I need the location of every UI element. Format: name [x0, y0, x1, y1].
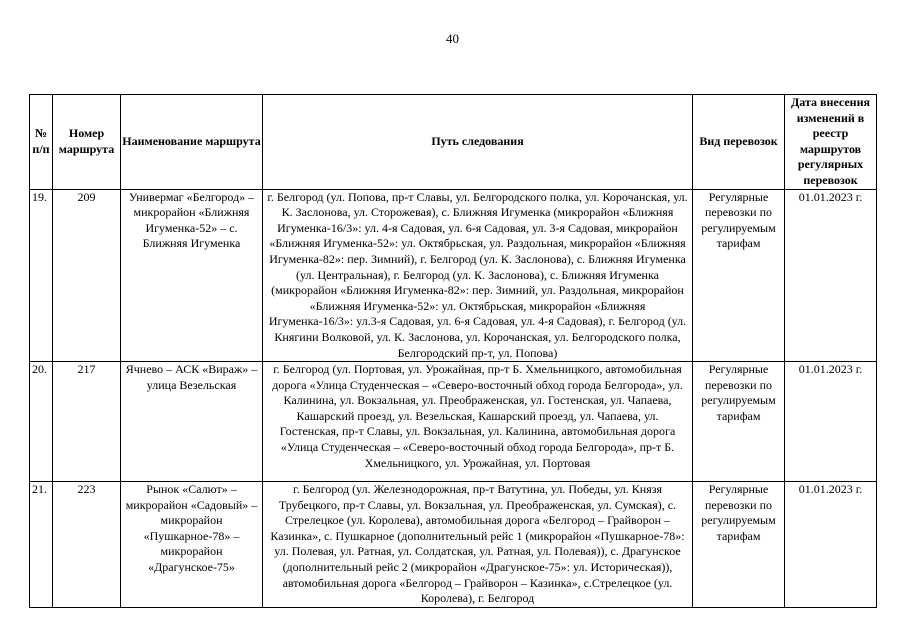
cell-num: 21.: [30, 482, 53, 608]
cell-route-name: Универмаг «Белгород» – микрорайон «Ближняя Игуменка-52» – с. Ближняя Игуменка: [121, 189, 263, 362]
header-route-name: Наименование маршрута: [121, 95, 263, 190]
cell-transport-type: Регулярные перевозки по регулируемым тарифам: [693, 189, 785, 362]
table-row: [30, 189, 877, 362]
cell-route-name: Рынок «Салют» – микрорайон «Садовый» – микрорайон «Пушкарное-78» – микрорайон «Драгунское-75»: [121, 482, 263, 608]
cell-date: 01.01.2023 г.: [785, 189, 877, 362]
cell-route-number: 209: [53, 189, 121, 362]
cell-route-name: Ячнево – АСК «Вираж» – улица Везельская: [121, 362, 263, 482]
cell-route-number: 217: [53, 362, 121, 482]
cell-num: 20.: [30, 362, 53, 482]
header-transport-type: Вид перевозок: [693, 95, 785, 190]
routes-table: [29, 94, 877, 608]
header-date: Дата внесения изменений в реестр маршрутов регулярных перевозок: [785, 95, 877, 190]
page-number: 40: [446, 31, 459, 46]
cell-path: г. Белгород (ул. Железнодорожная, пр-т Ватутина, ул. Победы, ул. Князя Трубецкого, пр-т Славы, ул. Вокзальная, ул. Преображенская, ул. Сумская), с. Стрелецкое (ул. Королева), автомобильная дорога «Белгород – Грайворон – Казинка», с. Пушкарное (дополнительный рейс 1 (микрорайон «Пушкарное-78»: ул. Полевая, ул. Ратная, ул. Солдатская, ул. Ратная, ул. Полевая)), с. Драгунское (дополнительный рейс 2 (микрорайон «Драгунское-75»: ул. Историческая)), автомобильная дорога «Белгород – Грайворон – Казинка», с.Стрелецкое (ул. Королева), г. Белгород: [263, 482, 693, 608]
header-num: № п/п: [30, 95, 53, 190]
cell-date: 01.01.2023 г.: [785, 482, 877, 608]
header-route-number: Номер маршрута: [53, 95, 121, 190]
cell-transport-type: Регулярные перевозки по регулируемым тарифам: [693, 482, 785, 608]
table-row: [30, 482, 877, 608]
cell-route-number: 223: [53, 482, 121, 608]
cell-transport-type: Регулярные перевозки по регулируемым тарифам: [693, 362, 785, 482]
cell-path: г. Белгород (ул. Портовая, ул. Урожайная, пр-т Б. Хмельницкого, автомобильная дорога «Улица Студенческая – «Северо-восточный обход города Белгорода», ул. Калинина, ул. Вокзальная, ул. Преображенская, ул. Гостенская, ул. Чапаева, Кашарский проезд, ул. Везельская, Кашарский проезд, ул. Чапаева, ул. Гостенская, пр-т Славы, ул. Вокзальная, ул. Калинина, автомобильная дорога «Улица Студенческая – «Северо-восточный обход города Белгорода», пр-т Б. Хмельницкого, ул. Урожайная, ул. Портовая: [263, 362, 693, 482]
cell-num: 19.: [30, 189, 53, 362]
cell-path: г. Белгород (ул. Попова, пр-т Славы, ул. Белгородского полка, ул. Корочанская, ул. К. Заслонова, ул. Сторожевая), с. Ближняя Игуменка (микрорайон «Ближняя Игуменка-16/3»: ул. 4-я Садовая, ул. 6-я Садовая, ул. 3-я Садовая, микрорайон «Ближняя Игуменка-52»: ул. Октябрьская, ул. Раздольная, микрорайон «Ближняя Игуменка-82»: пер. Зимний), г. Белгород (ул. К. Заслонова), с. Ближняя Игуменка (ул. Центральная), г. Белгород (ул. К. Заслонова), с. Ближняя Игуменка (микрорайон «Ближняя Игуменка-82»: пер. Зимний, ул. Раздольная, микрорайон «Ближняя Игуменка-52»: ул. Октябрьская, микрорайон «Ближняя Игуменка-16/3»: ул.3-я Садовая, ул. 6-я Садовая, ул. 4-я Садовая), г. Белгород (ул. Княгини Волковой, ул. К. Заслонова, ул. Корочанская, ул. Белгородского полка, Белгородский пр-т, ул. Попова): [263, 189, 693, 362]
cell-date: 01.01.2023 г.: [785, 362, 877, 482]
header-path: Путь следования: [263, 95, 693, 190]
table-row: [30, 362, 877, 482]
table-header-row: [30, 95, 877, 190]
